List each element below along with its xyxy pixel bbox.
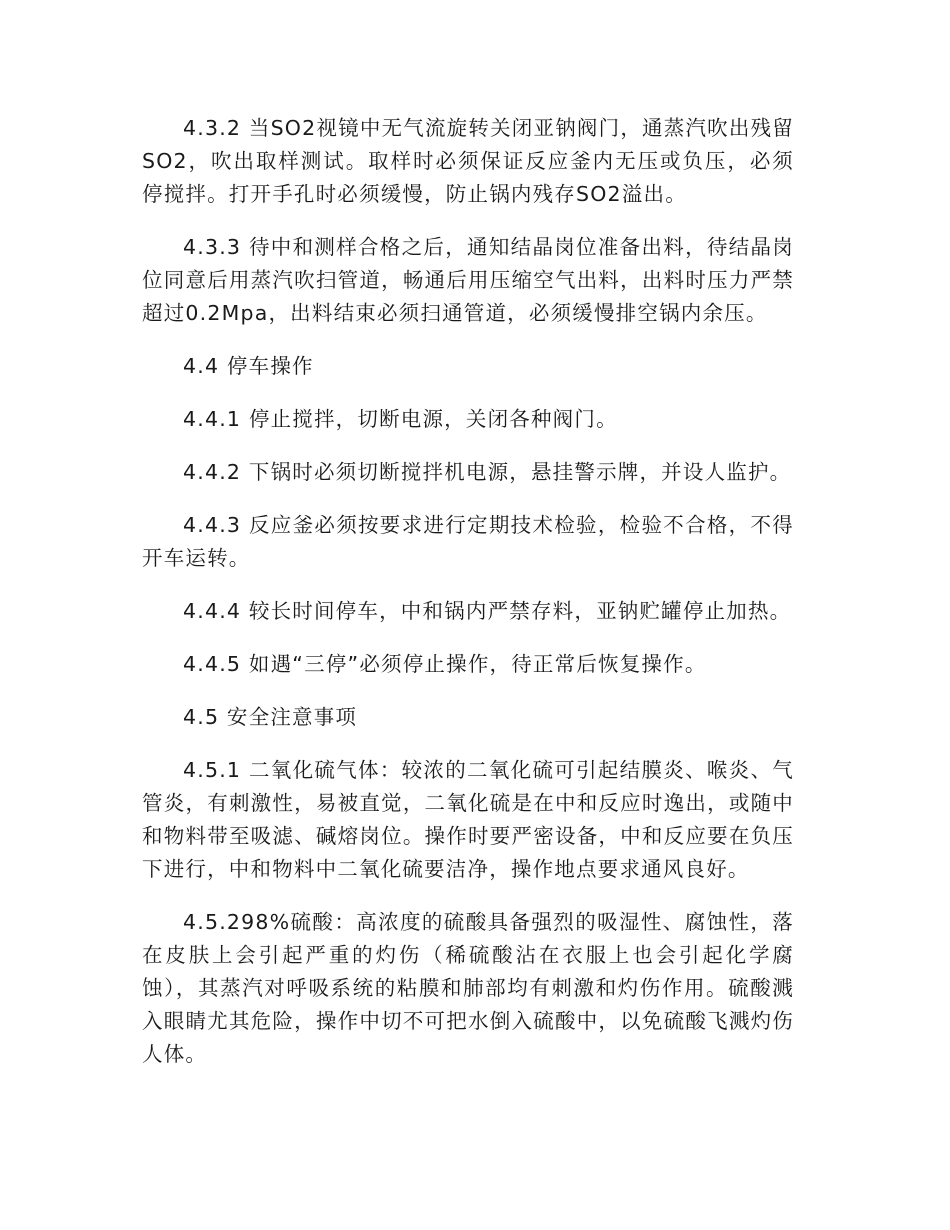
paragraph-4-4-2: 4.4.2 下锅时必须切断搅拌机电源，悬挂警示牌，并设人监护。 (183, 460, 792, 484)
heading-4-5: 4.5 安全注意事项 (183, 705, 358, 729)
document-body (142, 112, 794, 1091)
heading-4-4: 4.4 停车操作 (183, 354, 314, 378)
paragraph-4-4-5: 4.4.5 如遇“三停”必须停止操作，待正常后恢复操作。 (183, 652, 707, 676)
paragraph-4-4-4: 4.4.4 较长时间停车，中和锅内严禁存料，亚钠贮罐停止加热。 (183, 599, 792, 623)
paragraph-4-4-1: 4.4.1 停止搅拌，切断电源，关闭各种阀门。 (183, 407, 618, 431)
paragraph-4-5-1: 4.5.1 二氧化硫气体：较浓的二氧化硫可引起结膜炎、喉炎、气管炎，有刺激性，易被直觉，二氧化硫是在中和反应时逸出，或随中和物料带至吸滤、碱熔岗位。操作时要严密设备，中和反应要在负压下进行，中和物料中二氧化硫要洁净，操作地点要求通风良好。 (142, 758, 794, 881)
paragraph-4-5-2: 4.5.298%硫酸：高浓度的硫酸具备强烈的吸湿性、腐蚀性，落在皮肤上会引起严重的灼伤（稀硫酸沾在衣服上也会引起化学腐蚀），其蒸汽对呼吸系统的粘膜和肺部均有刺激和灼伤作用。硫酸溅入眼睛尤其危险，操作中切不可把水倒入硫酸中，以免硫酸飞溅灼伤人体。 (142, 910, 794, 1066)
paragraph-4-3-2: 4.3.2 当SO2视镜中无气流旋转关闭亚钠阀门，通蒸汽吹出残留SO2，吹出取样测试。取样时必须保证反应釜内无压或负压，必须停搅拌。打开手孔时必须缓慢，防止锅内残存SO2溢出。 (142, 116, 794, 206)
paragraph-4-3-3: 4.3.3 待中和测样合格之后，通知结晶岗位准备出料，待结晶岗位同意后用蒸汽吹扫管道，畅通后用压缩空气出料，出料时压力严禁超过0.2Mpa，出料结束必须扫通管道，必须缓慢排空锅内余压。 (142, 235, 794, 325)
paragraph-4-4-3: 4.4.3 反应釜必须按要求进行定期技术检验，检验不合格，不得开车运转。 (142, 513, 794, 570)
